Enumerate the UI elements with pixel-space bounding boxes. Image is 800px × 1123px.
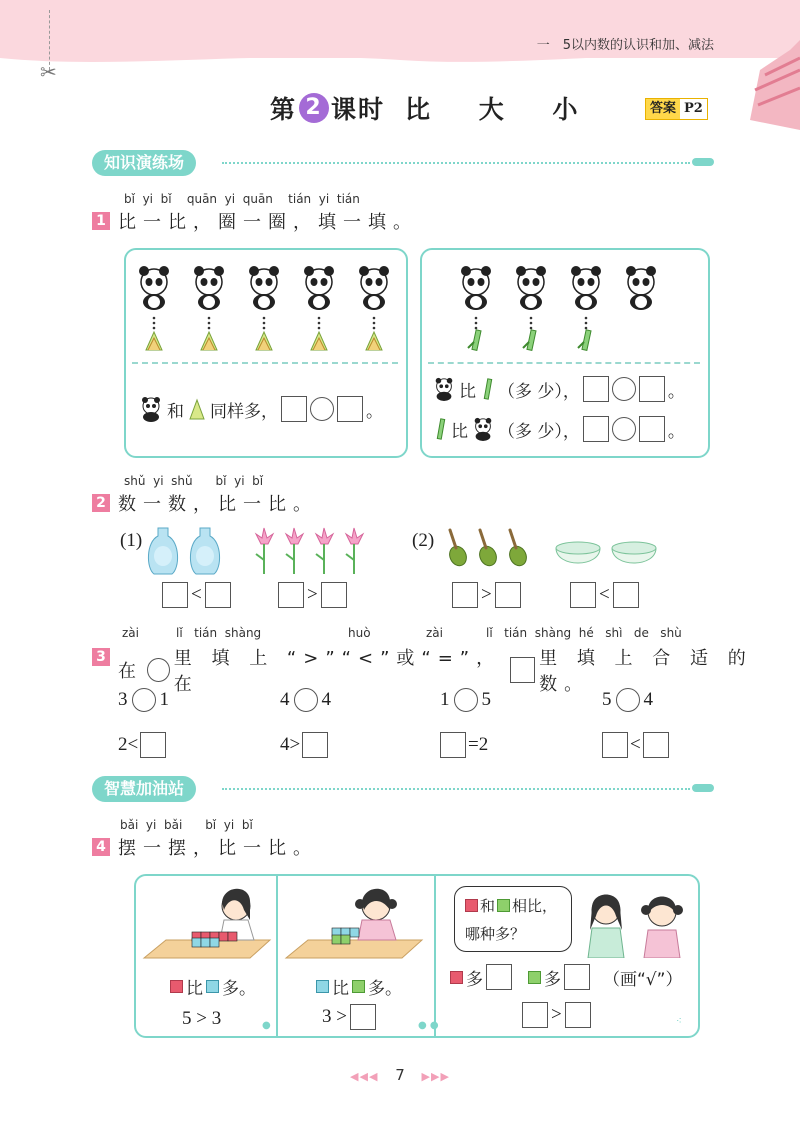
q2-part1-label: (1) (120, 530, 143, 551)
title-mid: 课时 (331, 95, 386, 124)
text-more-less: （多 少）， (498, 381, 580, 402)
speech-bubble (454, 886, 572, 952)
box-symbol-icon (510, 657, 535, 683)
section-divider-end (692, 158, 714, 166)
circle-symbol-icon (147, 658, 170, 682)
page-number: 7 (395, 1066, 405, 1084)
text-period: 。 (667, 381, 685, 402)
q1-right-row2 (432, 416, 685, 442)
answer-box[interactable] (205, 582, 231, 608)
hint-draw-tick: （画“√”） (603, 969, 683, 990)
q3-fill-4 (602, 732, 669, 758)
q3-pinyin: lǐ tián shàng hé shì de shù (486, 626, 682, 640)
answer-box[interactable] (440, 732, 466, 758)
corner-dots-icon: ⁖ (676, 1016, 682, 1027)
q3-number: 3 (92, 648, 110, 666)
q3-fill-1 (118, 732, 166, 758)
answer-circle[interactable] (454, 688, 478, 712)
section-header-challenge: 智慧加油站 (92, 776, 196, 802)
text-more: 多 (466, 969, 483, 990)
bamboo-shoot-icon (187, 397, 207, 421)
corner-dots-icon: ● ● (418, 1020, 439, 1031)
answer-circle[interactable] (294, 688, 318, 712)
answer-box[interactable] (337, 396, 363, 422)
q3-text-part: 里 填 上 合 适 的 数。 (539, 648, 753, 695)
greater-than-sign: > (307, 584, 318, 605)
section-divider (222, 162, 690, 164)
q3-compare-3 (440, 688, 491, 712)
bamboo-icon (479, 377, 495, 401)
panda-icon (471, 416, 495, 442)
panda-icon (432, 376, 456, 402)
q3-fill-3 (440, 732, 488, 758)
q2-part2-compare-less (570, 582, 639, 608)
q4-number: 4 (92, 838, 110, 856)
expression: 4> (280, 734, 301, 755)
q2-part2-compare-greater (452, 582, 521, 608)
answer-box[interactable] (639, 416, 665, 442)
q3-compare-2 (280, 688, 331, 712)
q1-panel-pandas-bamboo-shoots (124, 248, 408, 458)
q1-text: 比一比，圈一圈，填一填。 (118, 212, 418, 233)
q3-compare-4 (602, 688, 653, 712)
green-cube-icon (528, 971, 541, 984)
text-compare: 比 (186, 979, 203, 999)
answer-box[interactable] (350, 1004, 376, 1030)
q1-panel-pandas-bamboo (420, 248, 710, 458)
q3-pinyin: huò (348, 626, 371, 640)
answer-box[interactable] (281, 396, 307, 422)
answer-reference[interactable] (645, 98, 708, 120)
q4-text: 摆一摆，比一比。 (118, 838, 318, 859)
tick-box[interactable] (486, 964, 512, 990)
q4-pinyin: bǎi yi bǎi bǐ yi bǐ (120, 818, 253, 832)
expression: 2< (118, 734, 139, 755)
number-left: 4 (280, 689, 290, 710)
q2-part1-compare-greater (278, 582, 347, 608)
text-compare: 比 (459, 381, 476, 402)
tick-box[interactable] (564, 964, 590, 990)
q4-part3-equation (522, 1002, 591, 1028)
text-more: 多。 (368, 979, 402, 999)
q4-part1-equation: 5 > 3 (182, 1008, 222, 1029)
bubble-line2: 哪种多？ (465, 925, 526, 943)
text-compare: 比 (451, 421, 468, 442)
q4-panel (134, 874, 700, 1038)
bubble-line1 (465, 895, 557, 916)
pandas-and-shoots-illustration (134, 262, 396, 352)
q2-pinyin: shǔ yi shǔ bǐ yi bǐ (124, 474, 264, 488)
q3-pinyin: zài (122, 626, 139, 640)
answer-box[interactable] (643, 732, 669, 758)
answer-page: P2 (680, 99, 707, 119)
answer-box[interactable] (140, 732, 166, 758)
answer-box[interactable] (162, 582, 188, 608)
expression: =2 (468, 734, 489, 755)
q2-number: 2 (92, 494, 110, 512)
text-and: 和 (167, 401, 184, 422)
number-right: 4 (321, 689, 331, 710)
lesson-number-badge: 2 (299, 93, 329, 123)
text-period: 。 (366, 401, 383, 422)
answer-box[interactable] (278, 582, 304, 608)
scissors-icon: ✂ (40, 60, 57, 84)
q3-text-part: 里 填 上 “>”“<”或“=”，在 (173, 648, 502, 695)
section-header-practice: 知识演练场 (92, 150, 196, 176)
answer-box[interactable] (613, 582, 639, 608)
vases-and-flowers-illustration (146, 526, 376, 576)
expression: 3 > (322, 1006, 347, 1027)
answer-box[interactable] (583, 416, 609, 442)
red-cube-icon (450, 971, 463, 984)
answer-circle[interactable] (612, 377, 636, 401)
section-divider-end (692, 784, 714, 792)
number-left: 1 (440, 689, 450, 710)
blue-cube-icon (316, 980, 329, 993)
q1-left-answer-row (138, 396, 383, 422)
q1-pinyin: bǐ yi bǐ quān yi quān tián yi tián (124, 192, 360, 206)
panda-icon (138, 396, 164, 422)
answer-box[interactable] (522, 1002, 548, 1028)
two-girls-illustration (576, 884, 694, 958)
red-cube-icon (170, 980, 183, 993)
page-footer (0, 1066, 800, 1084)
q1-number: 1 (92, 212, 110, 230)
answer-box[interactable] (602, 732, 628, 758)
pandas-and-bamboo-illustration (456, 262, 676, 352)
panel-divider (428, 362, 700, 364)
q2-part1-compare-less (162, 582, 231, 608)
q2-part2-label: (2) (412, 530, 435, 551)
q3-pinyin: lǐ tián shàng (176, 626, 262, 640)
q2-text: 数一数，比一比。 (118, 494, 318, 515)
panel-separator (276, 876, 278, 1036)
q3-text-part: 在 (118, 661, 143, 682)
greater-than-sign: > (481, 584, 492, 605)
pagoda-decoration-icon (740, 30, 800, 130)
answer-box[interactable] (583, 376, 609, 402)
title-prefix: 第 (270, 95, 298, 124)
number-right: 1 (159, 689, 169, 710)
text-more: 多。 (222, 979, 256, 999)
answer-box[interactable] (570, 582, 596, 608)
q3-pinyin: zài (426, 626, 443, 640)
girl-with-cubes-illustration (140, 880, 272, 966)
answer-box[interactable] (495, 582, 521, 608)
less-than-sign: < (191, 584, 202, 605)
green-cube-icon (352, 980, 365, 993)
q3-compare-1 (118, 688, 169, 712)
q1-right-row1 (432, 376, 685, 402)
text-more-less: （多 少）， (498, 421, 580, 442)
panel-separator (434, 876, 436, 1036)
text-compare: 比 (332, 979, 349, 999)
answer-box[interactable] (321, 582, 347, 608)
panel-divider (132, 362, 398, 364)
answer-box[interactable] (302, 732, 328, 758)
green-cube-icon (497, 899, 510, 912)
chapter-title: 一 5以内数的认识和加、减法 (536, 38, 714, 53)
text-and: 和 (480, 897, 496, 915)
right-arrows-icon: ▶▶▶ (421, 1070, 450, 1083)
number-left: 5 (602, 689, 612, 710)
answer-box[interactable] (452, 582, 478, 608)
blue-cube-icon (206, 980, 219, 993)
lesson-title (270, 90, 597, 126)
number-left: 3 (118, 689, 128, 710)
text-period: 。 (667, 421, 685, 442)
title-topic: 比 大 小 (405, 95, 598, 124)
section-divider (222, 788, 690, 790)
red-cube-icon (465, 899, 478, 912)
number-right: 4 (643, 689, 653, 710)
greater-than-sign: > (551, 1004, 562, 1025)
answer-box[interactable] (565, 1002, 591, 1028)
bamboo-icon (432, 417, 448, 441)
spoons-and-bowls-illustration (438, 526, 660, 576)
answer-circle[interactable] (616, 688, 640, 712)
q4-part2-equation (322, 1004, 376, 1030)
expression: < (630, 734, 641, 755)
answer-circle[interactable] (612, 417, 636, 441)
corner-dots-icon: ● (262, 1020, 271, 1031)
answer-circle[interactable] (310, 397, 334, 421)
answer-circle[interactable] (132, 688, 156, 712)
text-more: 多 (544, 969, 561, 990)
q4-part3-choice-row (450, 964, 682, 990)
q4-part2-sentence (316, 974, 402, 999)
q3-fill-2 (280, 732, 328, 758)
girl-with-blue-green-cubes-illustration (282, 880, 430, 966)
text-compare-with: 相比， (512, 897, 558, 915)
number-right: 5 (481, 689, 491, 710)
answer-box[interactable] (639, 376, 665, 402)
text-same-amount: 同样多， (210, 401, 278, 422)
left-arrows-icon: ◀◀◀ (350, 1070, 379, 1083)
q4-part1-sentence (170, 974, 256, 999)
less-than-sign: < (599, 584, 610, 605)
answer-label: 答案 (646, 99, 680, 119)
